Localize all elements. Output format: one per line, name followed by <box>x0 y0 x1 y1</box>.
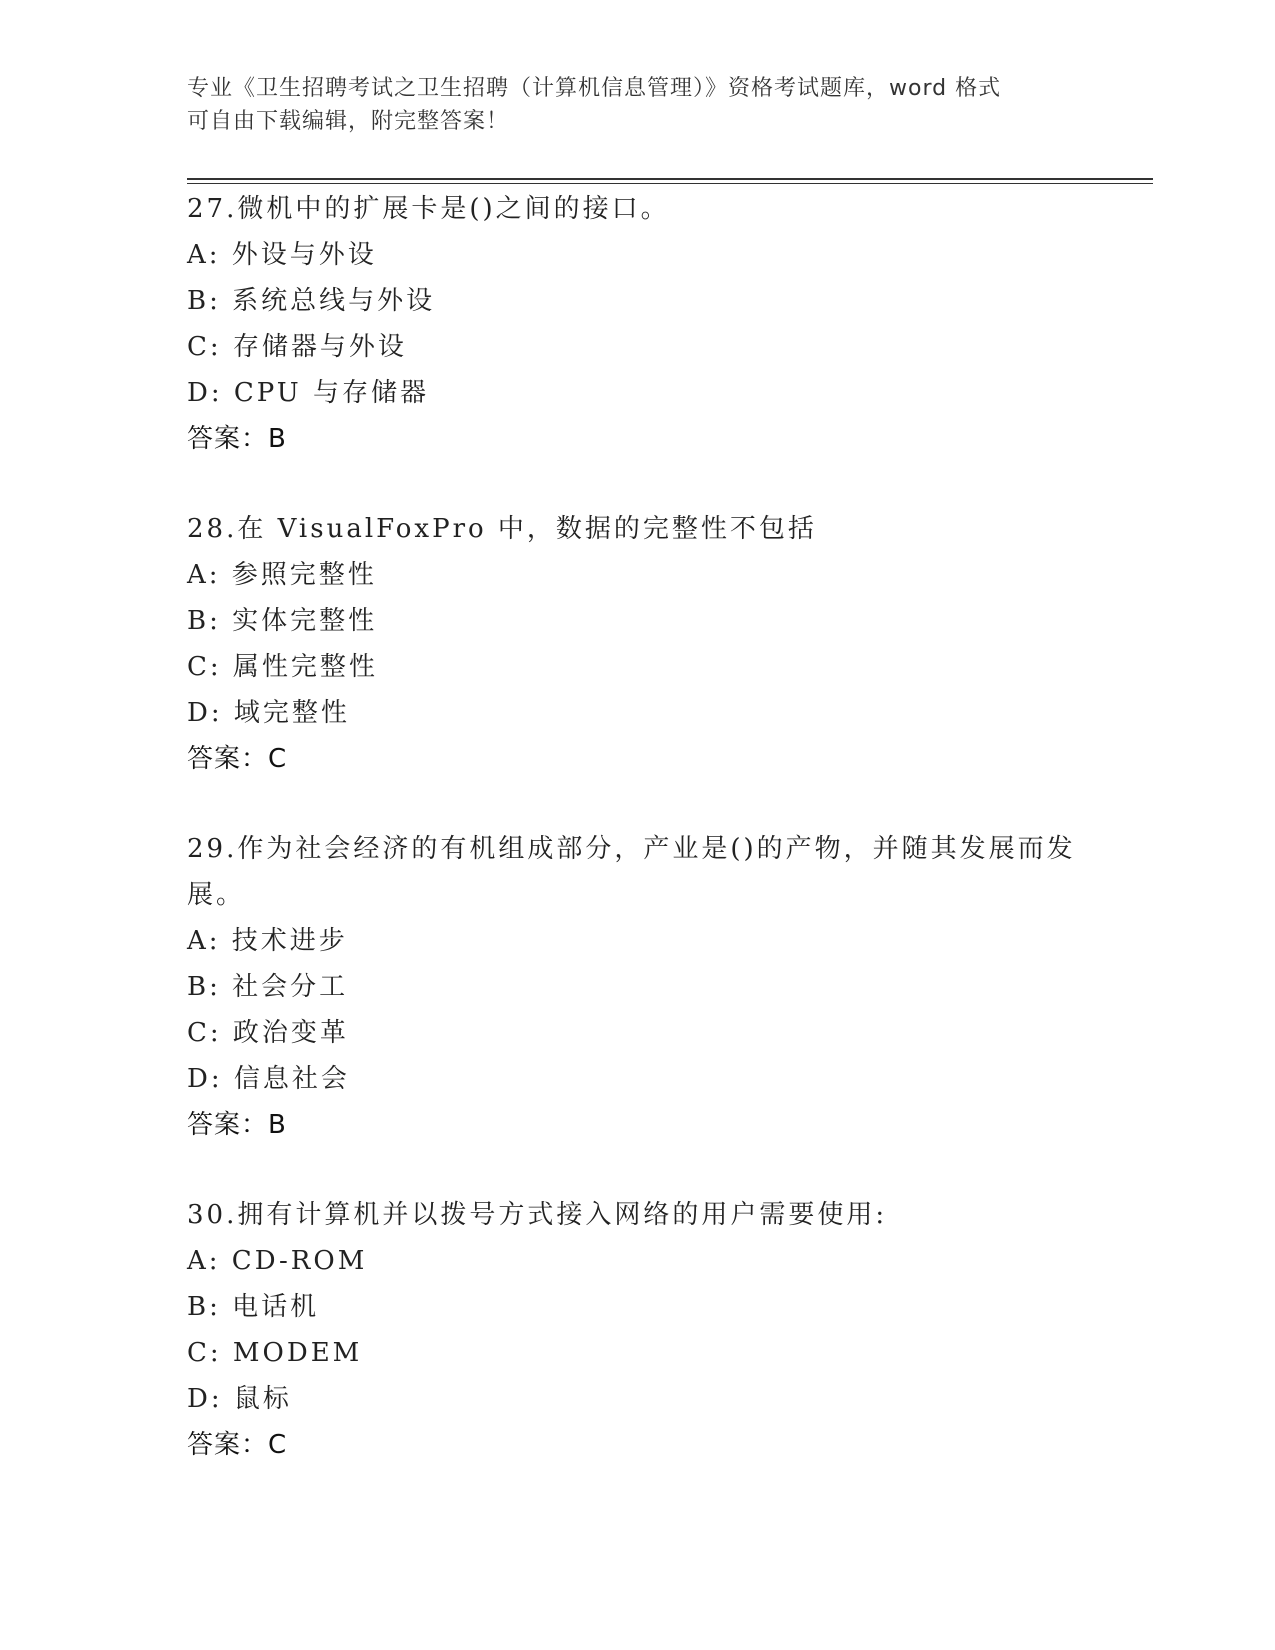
header-divider-thick <box>187 178 1153 180</box>
option-b: B: 实体完整性 <box>187 606 378 636</box>
option-a: A: CD-ROM <box>187 1246 368 1276</box>
option-d: D: 信息社会 <box>187 1064 350 1094</box>
question-text: 29.作为社会经济的有机组成部分，产业是()的产物，并随其发展而发展。 <box>187 834 1076 910</box>
question-text: 30.拥有计算机并以拨号方式接入网络的用户需要使用: <box>187 1200 888 1230</box>
option-b: B: 系统总线与外设 <box>187 286 436 316</box>
document-header <box>187 72 1087 138</box>
option-b: B: 社会分工 <box>187 972 349 1002</box>
answer: 答案：C <box>187 1430 288 1460</box>
question-27 <box>187 186 1087 462</box>
question-28 <box>187 506 1087 782</box>
option-d: D: CPU 与存储器 <box>187 378 429 408</box>
option-d: D: 鼠标 <box>187 1384 292 1414</box>
answer: 答案：C <box>187 744 288 774</box>
header-divider-thin <box>187 183 1153 184</box>
option-c: C: 存储器与外设 <box>187 332 407 362</box>
answer: 答案：B <box>187 1110 287 1140</box>
option-a: A: 参照完整性 <box>187 560 377 590</box>
question-text: 27.微机中的扩展卡是()之间的接口。 <box>187 194 670 224</box>
header-line-1: 专业《卫生招聘考试之卫生招聘（计算机信息管理）》资格考试题库，word 格式 <box>187 76 1002 101</box>
answer: 答案：B <box>187 424 287 454</box>
question-list <box>187 186 1087 1512</box>
header-line-2: 可自由下载编辑，附完整答案！ <box>187 109 510 134</box>
option-a: A: 技术进步 <box>187 926 348 956</box>
option-a: A: 外设与外设 <box>187 240 377 270</box>
option-c: C: 属性完整性 <box>187 652 378 682</box>
question-30 <box>187 1192 1087 1468</box>
option-b: B: 电话机 <box>187 1292 320 1322</box>
option-d: D: 域完整性 <box>187 698 350 728</box>
option-c: C: MODEM <box>187 1338 363 1368</box>
question-29 <box>187 826 1087 1148</box>
question-text: 28.在 VisualFoxPro 中，数据的完整性不包括 <box>187 514 817 544</box>
option-c: C: 政治变革 <box>187 1018 349 1048</box>
